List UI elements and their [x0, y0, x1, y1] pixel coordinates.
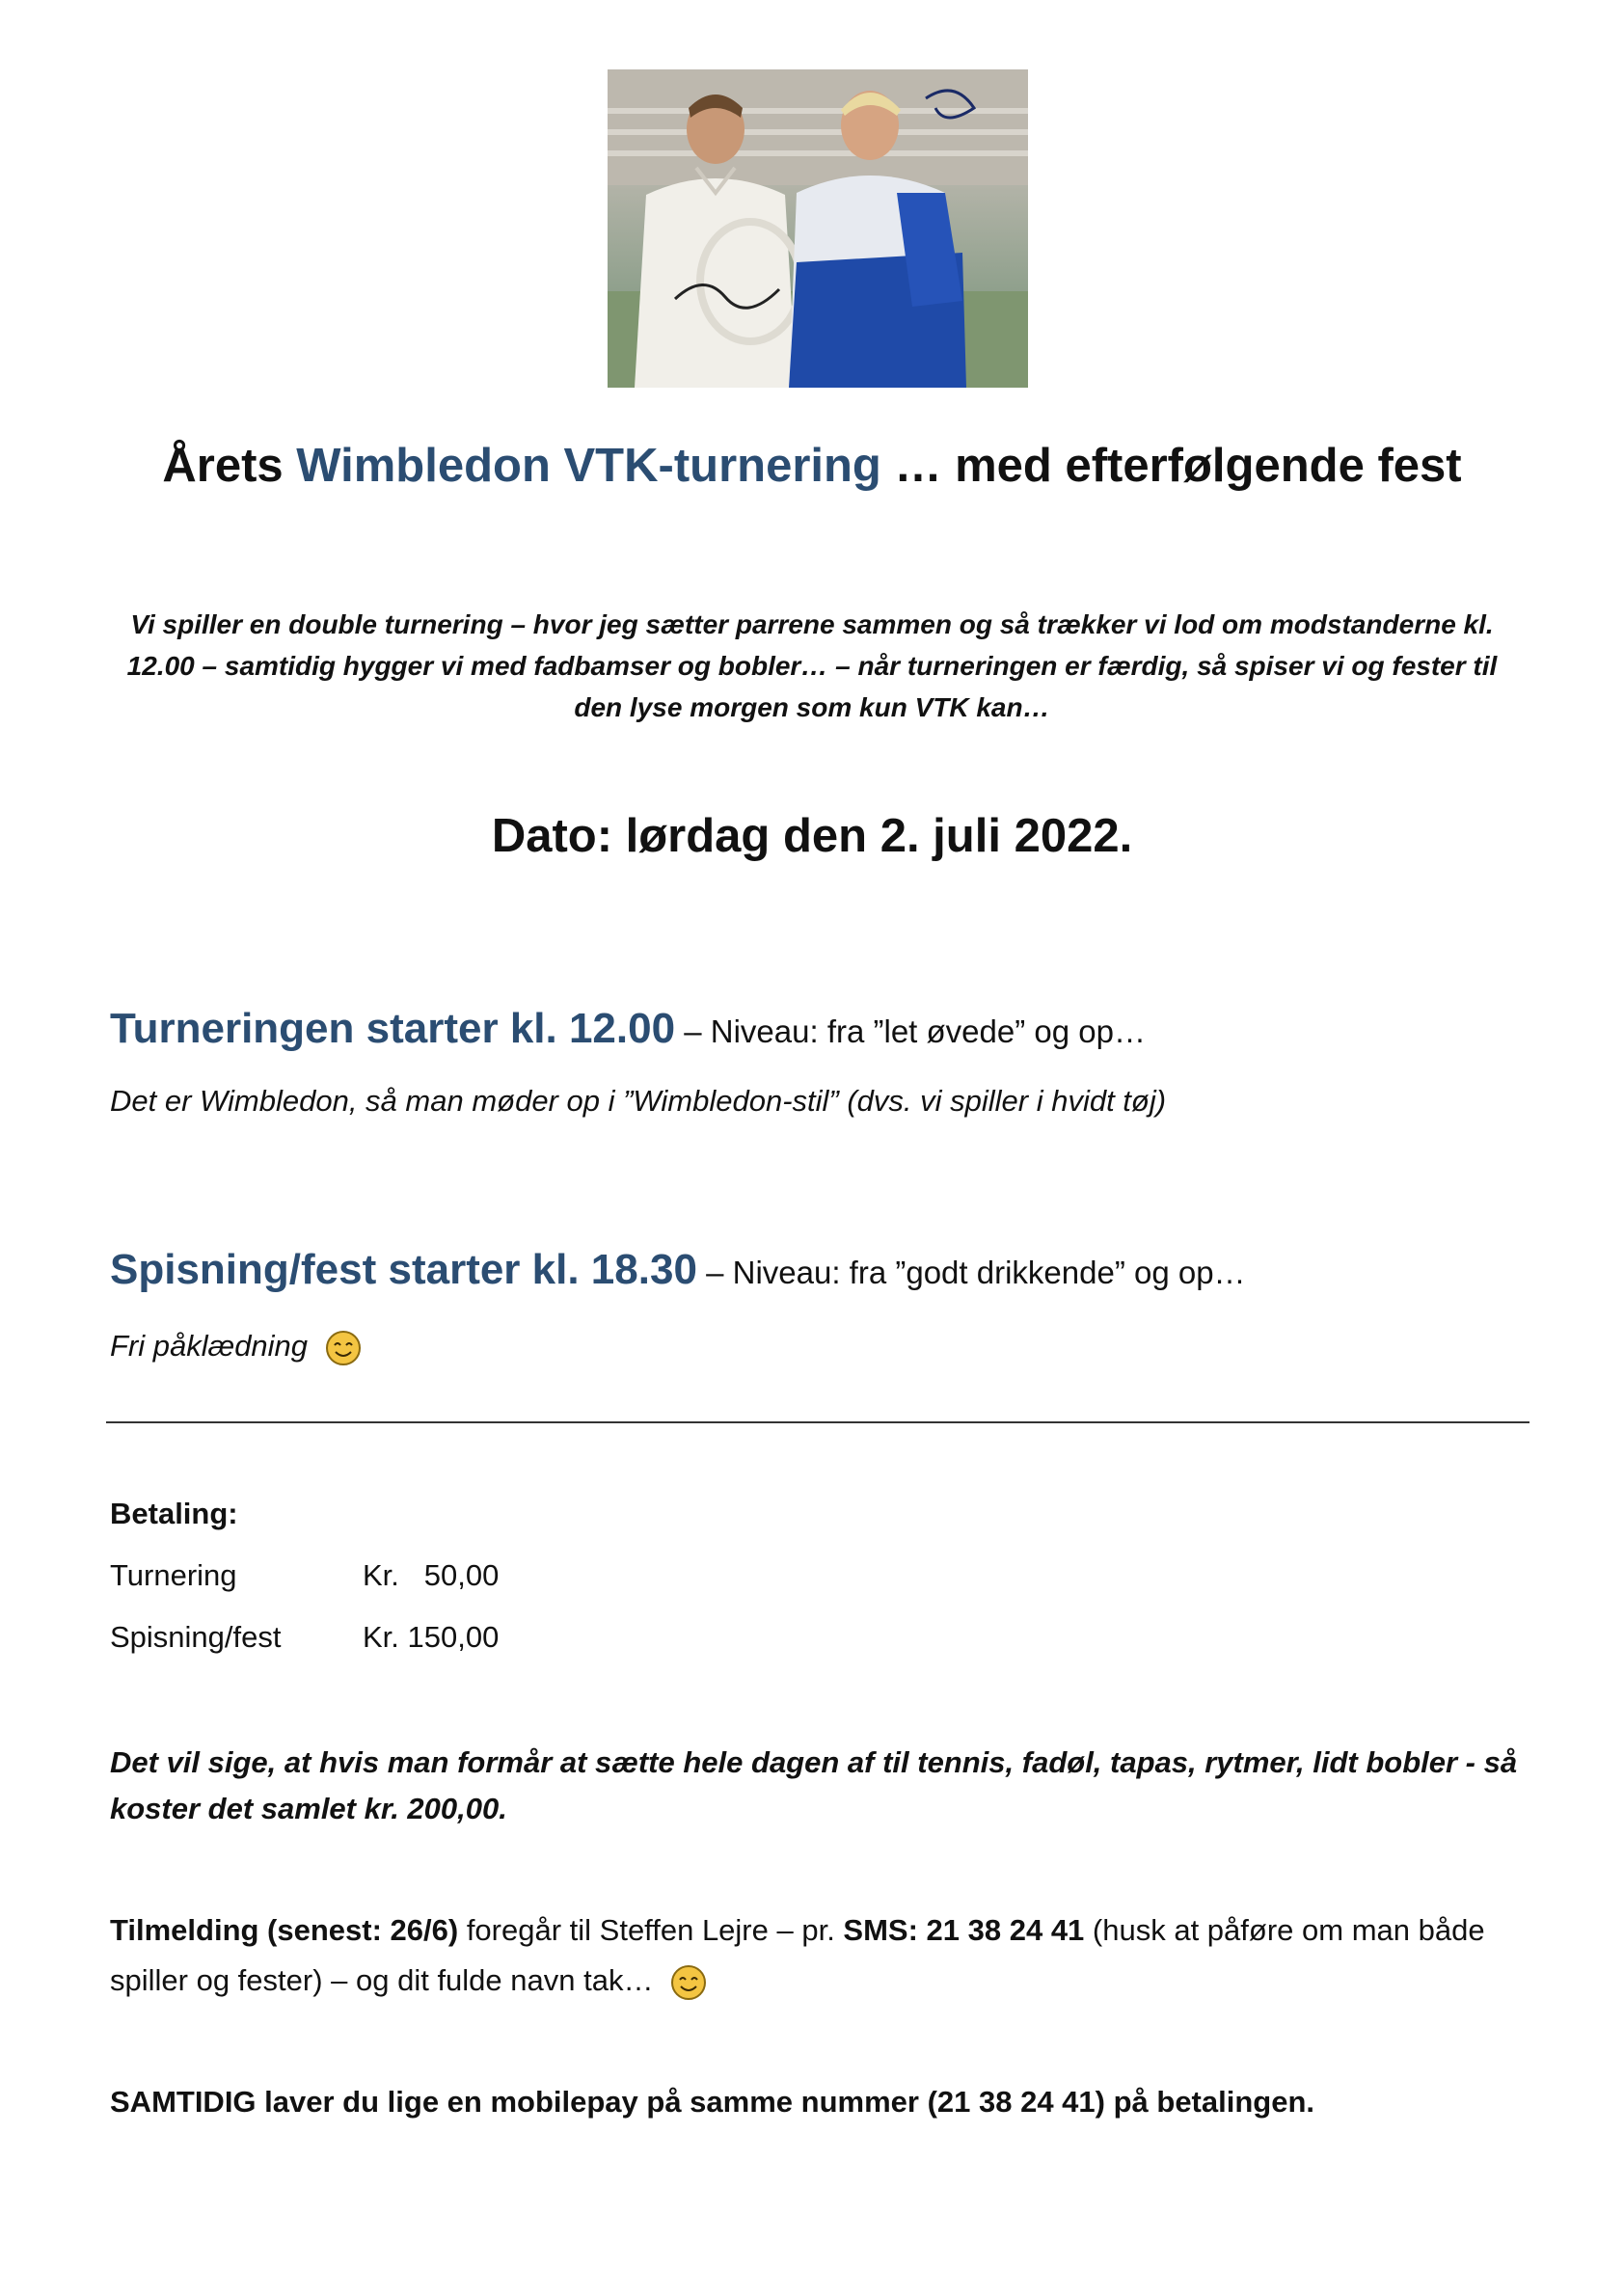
payment-row: [110, 1616, 499, 1659]
tournament-level: – Niveau: fra ”let øvede” og op…: [675, 1013, 1146, 1049]
party-heading: Spisning/fest starter kl. 18.30: [110, 1246, 697, 1293]
page-title: [0, 436, 1624, 496]
payment-row: [110, 1554, 499, 1597]
tennis-players-photo: [608, 69, 1028, 388]
cost-summary: Det vil sige, at hvis man formår at sætte hele dagen af til tennis, fadøl, tapas, rytmer, lidt bobler - så koster det samlet kr. 200,00.: [110, 1745, 1518, 1825]
tournament-note: Det er Wimbledon, så man møder op i ”Wimbledon-stil” (dvs. vi spiller i hvidt tøj): [110, 1084, 1167, 1118]
payment-row-amount: Kr. 50,00: [363, 1558, 500, 1592]
party-heading-line: [110, 1244, 1537, 1299]
party-note: Fri påklædning: [110, 1329, 309, 1363]
title-highlight: Wimbledon VTK-turnering: [296, 440, 881, 492]
party-note-line: [110, 1325, 1537, 1367]
title-suffix: … med efterfølgende fest: [880, 440, 1462, 492]
payment-label: Betaling:: [110, 1497, 238, 1530]
signup-deadline: Tilmelding (senest: 26/6): [110, 1913, 459, 1947]
smiley-icon: [669, 1963, 708, 2002]
smiley-icon: [324, 1329, 363, 1367]
payment-row-name: Turnering: [110, 1558, 237, 1592]
intro-paragraph: Vi spiller en double turnering – hvor jeg sætter parrene sammen og så trækker vi lod om modstanderne kl. 12.00 – samtidig hygger vi med fadbamser og bobler… – når turneringen er færdig, så spiser vi og fester til den lyse morgen som kun VTK kan…: [126, 609, 1498, 722]
divider: [106, 1421, 1529, 1423]
tournament-heading: Turneringen starter kl. 12.00: [110, 1005, 676, 1052]
payment-row-amount: Kr. 150,00: [363, 1620, 500, 1654]
tournament-heading-line: [110, 1003, 1537, 1058]
signup-text-1: foregår til Steffen Lejre – pr.: [458, 1913, 844, 1947]
mobilepay-note: SAMTIDIG laver du lige en mobilepay på samme nummer (21 38 24 41) på betalingen.: [110, 2085, 1315, 2119]
signup-paragraph: [110, 1905, 1537, 2006]
event-date: Dato: lørdag den 2. juli 2022.: [491, 810, 1133, 862]
payment-row-name: Spisning/fest: [110, 1620, 282, 1654]
title-prefix: Årets: [162, 440, 297, 492]
tennis-players-photo-icon: [608, 69, 1028, 388]
signup-text-2: (husk at påføre om man både spiller og fester) – og dit fulde navn tak…: [110, 1913, 1485, 1997]
signup-sms: SMS: 21 38 24 41: [843, 1913, 1085, 1947]
party-level: – Niveau: fra ”godt drikkende” og op…: [696, 1255, 1246, 1290]
